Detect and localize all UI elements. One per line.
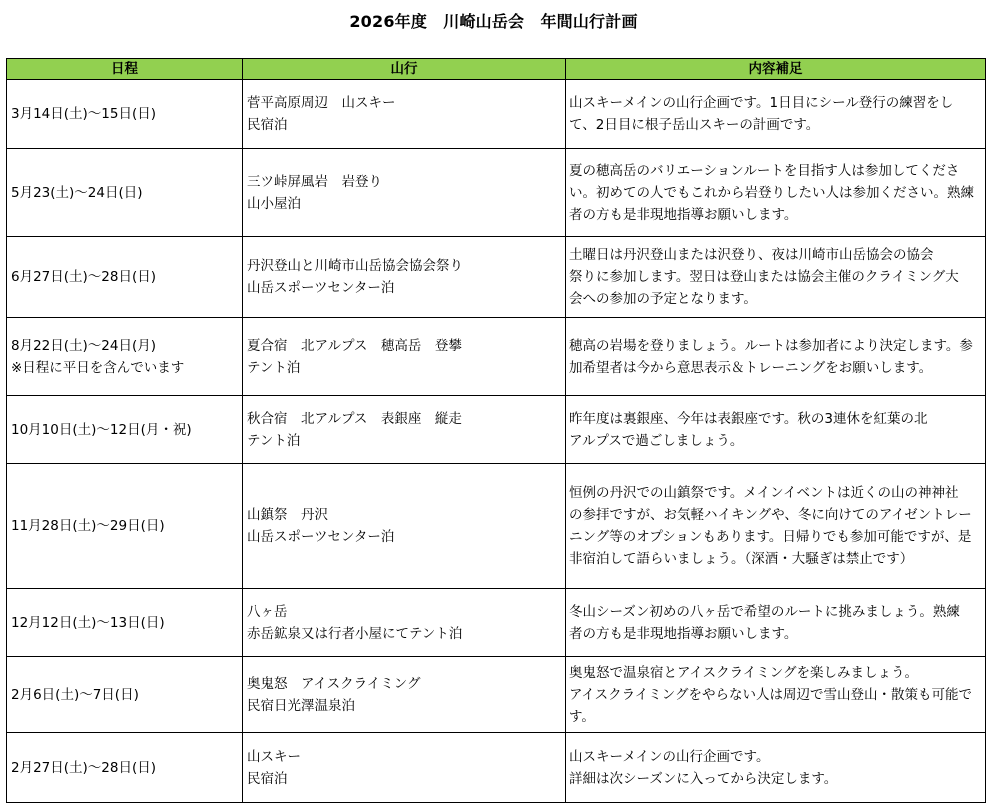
trip-cell-line: 山スキー bbox=[247, 748, 301, 765]
note-cell-line: 詳細は次シーズンに入ってから決定します。 bbox=[569, 770, 838, 787]
schedule-table bbox=[6, 58, 986, 803]
note-cell-line: て、2日目に根子岳山スキーの計画です。 bbox=[569, 117, 820, 133]
column-header-note: 内容補足 bbox=[566, 59, 986, 80]
note-cell-line: す。 bbox=[569, 708, 595, 725]
date-cell-line: ※日程に平日を含んでいます bbox=[11, 359, 185, 376]
note-cell-line: 山スキーメインの山行企画です。1日目にシール登行の練習をし bbox=[569, 95, 954, 111]
date-cell bbox=[7, 149, 243, 237]
table-row bbox=[7, 318, 986, 396]
trip-cell bbox=[243, 589, 566, 657]
note-cell-line: 恒例の丹沢での山鎮祭です。メインイベントは近くの山の神神社 bbox=[569, 485, 959, 501]
page-title: 2026年度 川崎山岳会 年間山行計画 bbox=[349, 12, 638, 31]
date-cell-line: 3月14日(土)～15日(日) bbox=[11, 106, 157, 122]
table-row bbox=[7, 733, 986, 803]
note-cell-line: 会への参加の予定となります。 bbox=[569, 291, 757, 307]
note-cell-line: 山スキーメインの山行企画です。 bbox=[569, 748, 770, 765]
table-row bbox=[7, 589, 986, 657]
date-cell-line: 5月23(土)～24日(日) bbox=[11, 184, 143, 201]
trip-cell-line: 夏合宿 北アルプス 穂高岳 登攀 bbox=[247, 337, 462, 354]
table-row bbox=[7, 396, 986, 464]
table-row bbox=[7, 149, 986, 237]
note-cell bbox=[566, 149, 986, 237]
date-cell-line: 11月28日(土)～29日(日) bbox=[11, 518, 165, 534]
table-row bbox=[7, 464, 986, 589]
trip-cell-line: テント泊 bbox=[247, 432, 301, 449]
note-cell bbox=[566, 396, 986, 464]
trip-cell-line: 山小屋泊 bbox=[247, 195, 301, 212]
trip-cell-line: 山岳スポーツセンター泊 bbox=[247, 529, 395, 545]
trip-cell bbox=[243, 657, 566, 733]
trip-cell-line: 民宿日光澤温泉泊 bbox=[247, 697, 355, 714]
trip-cell bbox=[243, 149, 566, 237]
note-cell-line: 奥鬼怒で温泉宿とアイスクライミングを楽しみましょう。 bbox=[569, 664, 918, 681]
table-row bbox=[7, 657, 986, 733]
note-cell-line: アイスクライミングをやらない人は周辺で雪山登山・散策も可能で bbox=[569, 686, 972, 703]
note-cell-line: 冬山シーズン初めの八ヶ岳で希望のルートに挑みましょう。熟練 bbox=[569, 603, 960, 620]
trip-cell-line: 秋合宿 北アルプス 表銀座 縦走 bbox=[247, 410, 462, 427]
note-cell-line: 土曜日は丹沢登山または沢登り、夜は川崎市山岳協会の協会 bbox=[569, 247, 934, 263]
date-cell bbox=[7, 237, 243, 318]
table-row bbox=[7, 80, 986, 149]
trip-cell-line: 丹沢登山と川崎市山岳協会協会祭り bbox=[247, 258, 463, 274]
note-cell bbox=[566, 464, 986, 589]
date-cell-line: 2月6日(土)～7日(日) bbox=[11, 686, 139, 703]
trip-cell-line: 奥鬼怒 アイスクライミング bbox=[247, 675, 421, 692]
trip-cell bbox=[243, 318, 566, 396]
trip-cell-line: 民宿泊 bbox=[247, 117, 288, 133]
date-cell-line: 2月27日(土)～28日(日) bbox=[11, 759, 157, 776]
trip-cell-line: 八ヶ岳 bbox=[247, 603, 288, 620]
trip-cell bbox=[243, 464, 566, 589]
note-cell-line: アルプスで過ごしましょう。 bbox=[569, 432, 744, 449]
date-cell bbox=[7, 657, 243, 733]
table-row bbox=[7, 237, 986, 318]
date-cell-line: 10月10日(土)～12日(月・祝) bbox=[11, 421, 192, 438]
trip-cell-line: 赤岳鉱泉又は行者小屋にてテント泊 bbox=[247, 625, 463, 642]
note-cell-line: 加希望者は今から意思表示＆トレーニングをお願いします。 bbox=[569, 359, 933, 376]
date-cell-line: 12月12日(土)～13日(日) bbox=[11, 614, 165, 631]
column-header-date: 日程 bbox=[7, 59, 243, 80]
trip-cell bbox=[243, 396, 566, 464]
note-cell-line: 夏の穂高岳のバリエーションルートを目指す人は参加してくださ bbox=[569, 162, 960, 179]
note-cell-line: 祭りに参加します。翌日は登山または協会主催のクライミング大 bbox=[569, 269, 959, 285]
column-header-trip: 山行 bbox=[243, 59, 566, 80]
note-cell-line: い。初めての人でもこれから岩登りしたい人は参加ください。熟練 bbox=[569, 184, 974, 201]
trip-cell-line: 三ツ峠屏風岩 岩登り bbox=[247, 173, 382, 190]
trip-cell-line: テント泊 bbox=[247, 359, 301, 376]
note-cell bbox=[566, 237, 986, 318]
date-cell bbox=[7, 589, 243, 657]
note-cell-line: 穂高の岩場を登りましょう。ルートは参加者により決定します。参 bbox=[569, 337, 973, 354]
trip-cell-line: 山岳スポーツセンター泊 bbox=[247, 280, 395, 296]
note-cell bbox=[566, 589, 986, 657]
note-cell-line: 者の方も是非現地指導お願いします。 bbox=[569, 625, 798, 642]
note-cell-line: 昨年度は裏銀座、今年は表銀座です。秋の3連休を紅葉の北 bbox=[569, 410, 928, 427]
date-cell bbox=[7, 464, 243, 589]
table-header-row bbox=[7, 59, 986, 80]
note-cell bbox=[566, 733, 986, 803]
note-cell-line: ニング等のオプションもあります。日帰りでも参加可能ですが、是 bbox=[569, 529, 972, 545]
date-cell-line: 6月27日(土)～28日(日) bbox=[11, 269, 157, 285]
trip-cell-line: 山鎮祭 丹沢 bbox=[247, 507, 328, 523]
trip-cell-line: 菅平高原周辺 山スキー bbox=[247, 95, 396, 111]
note-cell bbox=[566, 80, 986, 149]
date-cell bbox=[7, 318, 243, 396]
date-cell-line: 8月22日(土)～24日(月) bbox=[11, 337, 157, 354]
date-cell bbox=[7, 733, 243, 803]
note-cell-line: 非宿泊して語らいましょう。（深酒・大騒ぎは禁止です） bbox=[569, 551, 914, 567]
note-cell bbox=[566, 318, 986, 396]
date-cell bbox=[7, 80, 243, 149]
trip-cell bbox=[243, 80, 566, 149]
trip-cell-line: 民宿泊 bbox=[247, 770, 288, 787]
table-body bbox=[7, 80, 986, 803]
trip-cell bbox=[243, 237, 566, 318]
note-cell-line: 者の方も是非現地指導お願いします。 bbox=[569, 206, 798, 223]
date-cell bbox=[7, 396, 243, 464]
trip-cell bbox=[243, 733, 566, 803]
note-cell bbox=[566, 657, 986, 733]
note-cell-line: の参拝ですが、お気軽ハイキングや、冬に向けてのアイゼントレー bbox=[569, 507, 972, 523]
